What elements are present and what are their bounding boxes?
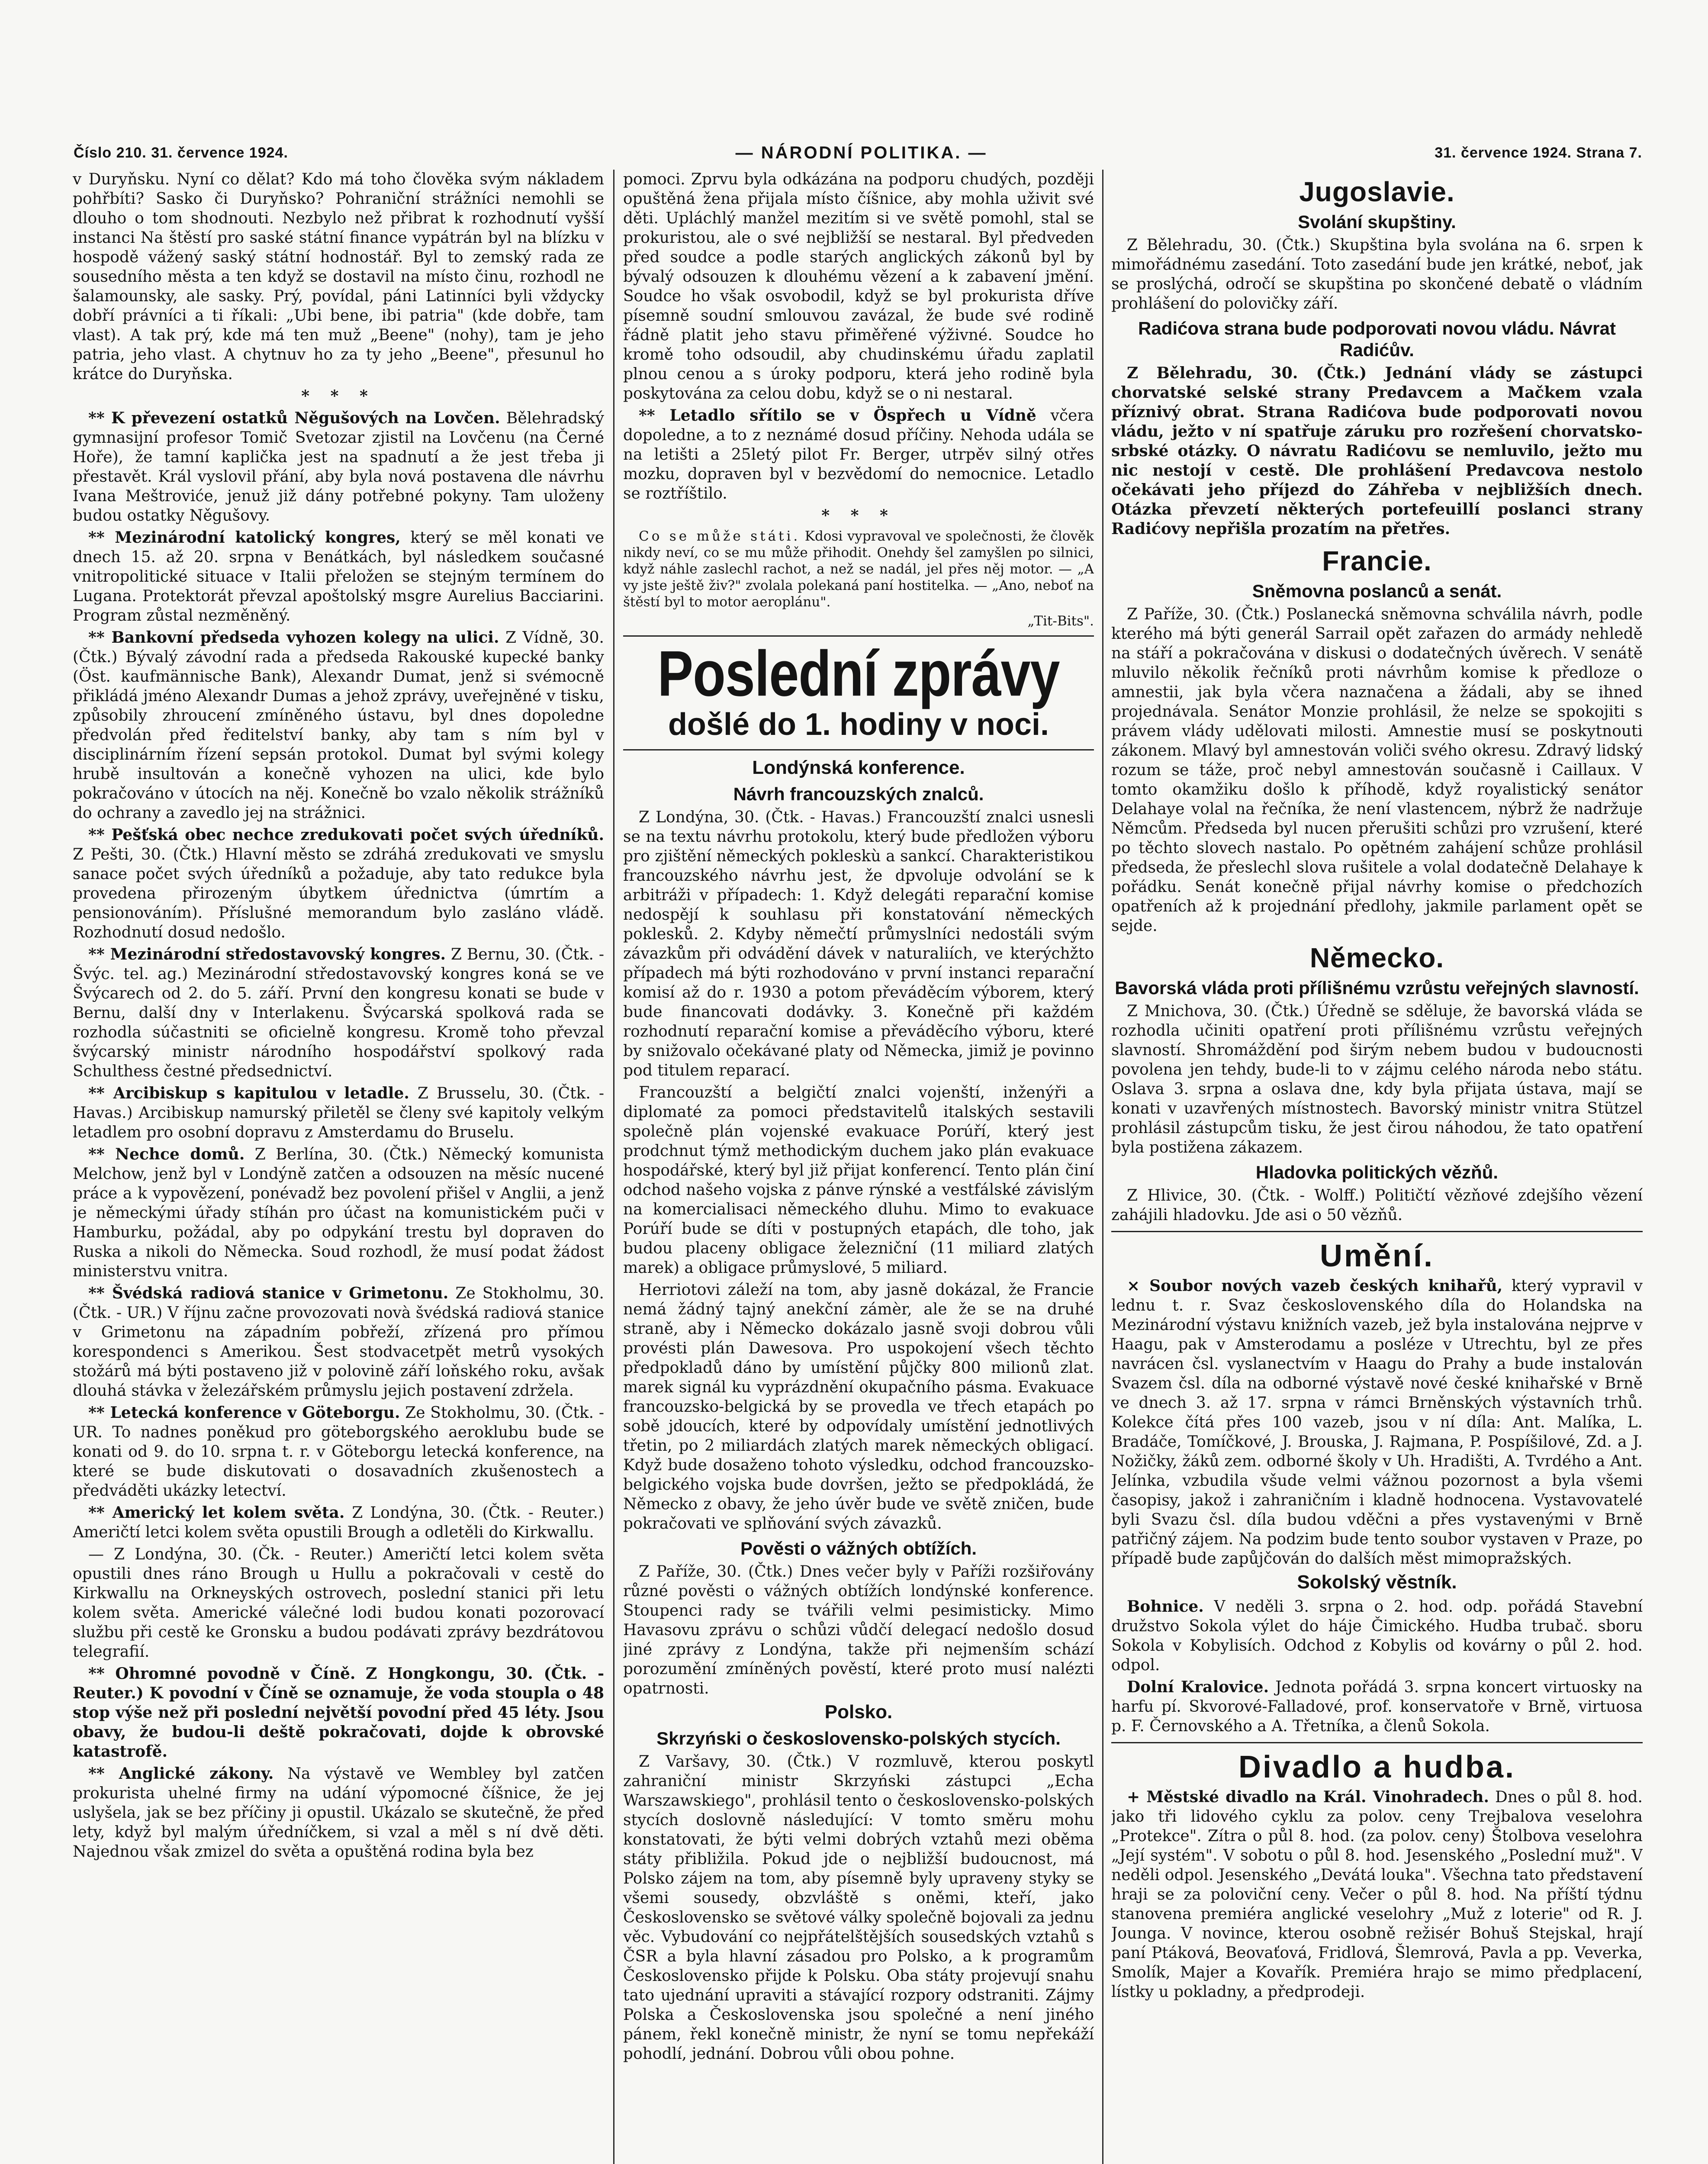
section-heading: Londýnská konference. [752,757,965,778]
news-text: který se měl konati ve dnech 15. až 20. srpna v Benátkách, byl následkem současné vnitropolitické situace v Italii přeložen se stejným termínem do Lugana. Protektorát převzal apoštolský msgre Aurelius Bacciarini. Program zůstal nezměněný. [73,529,604,625]
news-headline: ** Bankovní předseda vyhozen kolegy na ulici. [88,628,499,647]
news-item [73,1084,604,1142]
news-item [1111,1276,1643,1568]
news-item [73,825,604,942]
divider [1111,1231,1643,1232]
section-heading: Jugoslavie. [1299,176,1455,207]
section-separator: * * * [301,387,376,405]
news-item [73,1284,604,1401]
news-headline: Bohnice. [1127,1597,1204,1616]
news-text: Z Hongkongu, 30. (Čtk. - Reuter.) K povodní v Číně se oznamuje, že voda stoupla o 48 stop výše než při poslední největší povodní před 45 léty. Jsou obavy, že budou-li deště pokračovati, dojde k obrovské katastrofě. [73,1665,604,1761]
article-text: pomoci. Zprvu byla odkázána na podporu chudých, později opuštěná žena přijala místo číšnice, aby mohla uživit své děti. Upláchlý manžel mezitím si ve světě pomohl, stal se prokuristou, ale o své nejbližší se nestaral. Byl předveden před soudce a podle starých anglických zákonů byl by bývalý odsouzen k dlouhému vězení a k zabavení jmění. Soudce ho však osvobodil, když se byl prokurista dříve písemně soudní smlouvou zavázal, že bude své rodině řádně platit jeho stavu přiměřené výživné. Soudce ho kromě toho odsoudil, aby chudinskému úřadu zaplatil plnou cenou a s úroky podporu, která jeho rodině byla poskytována za celou dobu, když se o ni nestaral. [623,171,1094,403]
news-text: Na výstavě ve Wembley byl zatčen prokurista uhelné firmy na udání výpomocné číšnice, že jej uslyšela, jak se bez příčiny ji opustil. Ukázalo se skutečně, že před lety, když byl malým úředníčkem, si vzal a měl s ní dvě děti. Najednou však zmizel do světa a opuštěná rodina byla bez [73,1765,604,1861]
news-text: Bělehradský gymnasijní profesor Tomič Svetozar zjistil na Lovčenu (na Černé Hoře), že tamní kaplička jest na spadnutí a že jest třeba ji přestavět. Král vyslovil přání, aby byla nová postavena dle návrhu Ivana Meštroviće, jenuž již dány potřebné pokyny. Tam uloženy budou ostatky Něgušovy. [73,409,604,525]
news-headline: ** Mezinárodní středostavovský kongres. [88,945,446,963]
section-subheading: Bavorská vláda proti přílišnému vzrůstu veřejných slavností. [1115,978,1639,998]
latest-news-banner: Poslední zprávy [657,638,1060,710]
news-item [623,406,1094,503]
news-item [73,628,604,823]
news-text: Kdosi vypravoval ve společnosti, že člověk nikdy neví, co se mu může přihodit. Onehdy šel zamyšlen po silnici, když náhle zaslechl rachot, a než se nadál, jel přes něj motor. — „A vy jste ještě živ?" zvolala polekaná paní hostitelka. — „Ano, neboť na štěstí byl to motor aeroplánu". [623,528,1094,610]
news-text: Herriotovi záleží na tom, aby jasně dokázal, že Francie nemá žádný tajný anekční zámèr, ale že se na druhé straně, aby i Německo dokázalo jasně svoji dobrou vůli provésti plán Dawesova. Pro uspokojení všech těchto předpokladů dáno by umístění půjčky 800 milionů zlat. marek signál ku vyprázdnění okupačního pásma. Evakuace francouzsko-belgická by se provedla ve třech etapách po sobě jdoucích, které by odpovídaly umístění jednotlivých třetin, po 2 miliardách zlatých marek německých obligací. Když bude dosaženo tohoto výsledku, odchod francouzsko-belgického vojska bude dovršen, ježto se předpokládá, že Německo z obavy, že jeho úvěr bude ve světě zničen, bude pokračovati ve splňování svých závazků. [623,1281,1094,1533]
news-item [1111,1597,1643,1675]
news-text: Z Hlivice, 30. (Čtk. - Wolff.) Političtí vězňové zdejšího vězení zahájili hladovku. Jde asi o 50 vězňů. [1111,1187,1643,1224]
news-headline: ** Mezinárodní katolický kongres, [88,528,401,547]
news-text: Dnes o půl 8. hod. jako tři lidového cyklu za polov. ceny Trejbalova veselohra „Protekce". Zítra o půl 8. hod. (za polov. ceny) Štolbova veselohra „Její systém". V sobotu o půl 8. hod. Jesenského „Poslední muž". V neděli odpol. Jesenského „Devátá louka". Všechna tato představení hraji se za poloviční ceny. Večer o půl 8. hod. Na příští týdnu stanovena premiéra anglické veselohry „Muž z loterie" od R. J. Jounga. V novince, kterou osobně režisér Bohuš Stejskal, hrají paní Ptáková, Beovaťová, Fridlová, Šlemrová, Pavla a pp. Veverka, Smolík, Majer a Kovařík. Premiéra hrajo se mimo předplacení, lístky u pokladny, a předprodeji. [1111,1788,1643,2001]
news-text: V neděli 3. srpna o 2. hod. odp. pořádá Stavební družstvo Sokola výlet do háje Čimického. Hudba trubač. sboru Sokola v Kobylisích. Odchod z Kobylis od kovárny o půl 2. hod. odpol. [1111,1598,1643,1674]
section-subheading: Sněmovna poslanců a senát. [1252,581,1502,601]
source-credit: „Tit-Bits". [1027,613,1094,629]
masthead-title: — NÁRODNÍ POLITIKA. — [735,143,987,162]
news-headline: ** Pešťská obec nechce zredukovati počet svých úředníků. [88,826,604,844]
latest-news-subbanner: došlé do 1. hodiny v noci. [668,707,1049,742]
news-item [73,945,604,1081]
news-item [73,409,604,525]
news-text: Z Londýna, 30. (Čtk. - Reuter.) Američtí letci kolem světa opustili Brough a odletěli do Kirkwallu. [73,1504,604,1541]
news-text: Ze Stokholmu, 30. (Čtk. - UR. To nadnes poněkud pro göteborgského aeroklubu bude se konati od 9. do 10. srpna t. r. v Göteborgu letecká konference, na které se bude diskutovati o dosavadních zkušenostech a předváděti ukázky letectví. [73,1404,604,1500]
news-item [73,1503,604,1542]
news-text: Z Bělehradu, 30. (Čtk.) Jednání vlády se zástupci chorvatské selské strany Predavcem a Mačkem vzala příznivý obrat. Strana Radićova bude podporovati novou vládu, ježto v ní spatřuje záruku pro rozřešení chorvatsko-srbské otázky. O návratu Radićovu se nemluvilo, ježto mu nic nestojí v cestě. Dle prohlášení Predavcova nestolo očekávati jeho příjezd do Záhřeba v nejbližších dnech. Otázka převzetí některých portefeuillí poslanci strany Radićovy nepřišla prozatím na přetřes. [1111,364,1643,538]
news-text: Z Brusselu, 30. (Čtk. - Havas.) Arcibiskup namurský přiletěl se členy své kapitoly velkým letadlem pro osobní dopravu z Amsterdamu do Bruselu. [73,1085,604,1141]
divider [623,635,1094,637]
news-text: Ze Stokholmu, 30. (Čtk. - UR.) V říjnu začne provozovati novà švédská radiová stanice v Grimetonu na západním pobřeží, zřízená pro přímou korespondenci s Amerikou. Šest stodvacetpět metrů vysokých stožárů má býti postaveno již v polovině září loňského roku, avšak dlouhá stávka v železářském průmyslu jejich postavení zdržela. [73,1285,604,1400]
news-headline: ** Nechce domů. [88,1145,245,1163]
divider [623,749,1094,750]
news-text: Francouzští a belgičtí znalci vojenští, inženýři a diplomaté za pomoci představitelů italských sestavili společně plán vojenské evakuace Porúří, který jest prodchnut týmž methodickým duchem jako plán evakuace hospodářské, který byl již přijat konferencí. Tento plán činí odchod našeho vojska z pánve rýnské a vestfálské závislým na komercialisaci německého dluhu. Mimo to evakuace Porúří bude se díti v postupných etapách, dle toho, jak budou placeny obligace železniční (11 miliard zlatých marek) a obligace průmyslové, 5 miliard. [623,1084,1094,1277]
header-date-page: 31. července 1924. Strana 7. [1435,144,1642,161]
news-headline: ** Americký let kolem světa. [88,1504,345,1522]
news-item [73,1145,604,1281]
news-headline: × Soubor nových vazeb českých knihařů, [1127,1277,1503,1295]
column-left [73,170,604,2164]
news-text: Z Pešti, 30. (Čtk.) Hlavní město se zdráhá zredukovati ve smyslu sanace počet svých úředníků a požaduje, aby tato redukce byla provedena přirozeným úbytkem úřednictva (úmrtím a pensionováním). Příslušné memorandum bylo zasláno vládě. Rozhodnutí dosud nedošlo. [73,846,604,941]
news-text: Z Bernu, 30. (Čtk. - Švýc. tel. ag.) Mezinárodní středostavovský kongres koná se ve Švýcarech od 2. do 5. září. První den kongresu konati se bude v Bernu, další dny v Interlakenu. Švýcarská spolková rada se rozhodla súčastniti se oficielně kongresu. Kromě toho převzal švýcarský ministr národního hospodářství spolkový rada Schulthess čestné předsednictví. [73,946,604,1080]
news-item [1111,1787,1643,2002]
news-headline: ** Letadlo sřítilo se v Öspřech u Vídně [639,406,1036,425]
news-text: Z Berlína, 30. (Čtk.) Německý komunista Melchow, jenž byl v Londýně zatčen a odsouzen na měsíc nucené práce a k vypovězení, ponévadž bez povolení přišel v Anglii, a jenž je německými úřady stíhán pro účast na komunistickém puči v Hamburku, požádal, aby po odpykání trestu byl dopraven do Ruska a nikoli do Německa. Soud rozhodl, že musí podat žádost ministerstvu vnitra. [73,1146,604,1280]
section-heading: Divadlo a hudba. [1238,1750,1516,1784]
news-item [73,1403,604,1501]
section-heading: Německo. [1309,942,1444,973]
section-subheading: Pověsti o vážných obtížích. [740,1538,977,1559]
section-subheading: Návrh francouzských znalců. [733,784,984,804]
header-issue: Číslo 210. 31. července 1924. [74,144,288,161]
column-rule [613,170,614,2164]
news-item [73,1764,604,1861]
column-middle [623,170,1094,2164]
section-subheading: Skrzyński o československo-polských stycích. [656,1728,1061,1749]
section-separator: * * * [821,506,896,525]
news-item [1111,1678,1643,1736]
news-text: — Z Londýna, 30. (Čk. - Reuter.) Američtí letci kolem světa opustili dnes ráno Brough u Hullu a pokračovali v cestě do Kirkwallu na Orkneyských ostrovech, poslední stanici při letu kolem světa. Americké válečné lodi budou konati pozorovací službu při cestě ke Gronsku a budou podávati zprávy bezdrátovou telegrafií. [73,1546,604,1661]
section-heading: Sokolský věstník. [1297,1571,1457,1593]
article-text: v Duryňsku. Nyní co dělat? Kdo má toho člověka svým nákladem pohřbíti? Sasko či Duryňsko? Pohraniční strážníci nemohli se dlouho o tom shodnouti. Nezbylo než přibrat k rozhodnutí vyšší instanci Na štěstí pro saské státní finance vypátrán byl na blízku v hospodě vážený saský státní hodnostář. Byl to zemský rada ze sousedního města a ten když se dostavil na místo činu, rozhodl ne šalamounsky, ale sasky. Prý, povídal, páni Latinníci byli vždycky dobří právníci a ti říkali: „Ubi bene, ibi patria" (kde dobře, tam vlast). A tak prý, kde má ten muž „Beene" (nohy), tam je jeho patria, jeho vlast. A chytnuv ho za ty jeho „Beene", přesunul ho krátce do Duryňska. [73,171,604,383]
section-heading: Umění. [1319,1239,1435,1273]
column-rule [1102,170,1103,2164]
section-subheading: Radićova strana bude podporovati novou vládu. Návrat Radićův. [1138,318,1616,360]
news-text: který vypravil v lednu t. r. Svaz československého díla do Holandska na Mezinárodní výstavu knižních vazeb, jež byla instalována nejprve v Haagu, pak v Amsterodamu a posléze v Utrechtu, byl ze přes navrácen čsl. vyslanectvím v Haagu do Prahy a bude instalován Svazem čsl. díla na odborné výstavě nové české knihařské v Brně ve dnech 3. až 17. srpna v rámci Brněnských výstavních trhů. Kolekce čítá přes 100 vazeb, jsou v ní díla: Ant. Malíka, L. Bradáče, Tomíčkové, J. Brouska, J. Rajmana, P. Pospíšilové, Zd. a J. Nožičky, žáků zem. odborné školy v Uh. Hradišti, A. Tvrdého a Ant. Jelínka, vzbudila všude velmi vážnou pozornost a byla všemi časopisy, jakož i zahraničním i kladně hodnocena. Vystavovatelé byli Svazu čsl. díla budou vděčni a přes vystavenými v Brně patřičný zájem. Na podzim bude tento soubor vystaven v Praze, po případě bude zapůjčován do dalších měst mimopražských. [1111,1277,1643,1568]
news-item [623,528,1094,610]
news-text: Z Mnichova, 30. (Čtk.) Úředně se sděluje, že bavorská vláda se rozhodla učiniti opatření proti přílišnému vzrůstu veřejných slavností. Shromáždění pod širým nebem budou v budoucnosti povolena jen tehdy, bude-li to v zájmu celého národa nebo státu. Oslava 3. srpna a oslava dne, kdy byla přijata ústava, mají se konati v uzavřených místnostech. Bavorský ministr vnitra Stützel prohlásil zástupcům tisku, že jest čirou náhodou, že tato opatření byla postižena zákazem. [1111,1002,1643,1156]
news-text: Z Vídně, 30. (Čtk.) Bývalý závodní rada a předseda Rakouské kupecké banky (Öst. kaufmännische Bank), Alexandr Dumat, jenž si svémocně přikládá jméno Alexandr Dumas a jehož zprávy, uveřejněné v tisku, způsobily zhroucení zmíněného ústavu, byl dnes dopoledne předvolán před ředitelství banky, aby tam s ním byl v disciplinárním řízení sepsán protokol. Dumat byl svými kolegy hrubě insultován a konečně vyhozen na ulici, kde bylo pokračováno v útocích na něj. Konečně bo vzalo několik strážníků do ochrany a zavedlo jej na strážnici. [73,629,604,822]
news-text: včera dopoledne, a to z neznámé dosud příčiny. Nehoda udála se na letišti a 25letý pilot Fr. Berger, utrpěv silný otřes mozku, dopraven byl v bezvědomí do nemocnice. Letadlo se roztříštilo. [623,407,1094,502]
section-heading: Polsko. [824,1701,893,1723]
news-headline: ** Letecká konference v Göteborgu. [88,1404,400,1422]
news-headline: + Městské divadlo na Král. Vinohradech. [1127,1788,1489,1806]
news-text: Z Paříže, 30. (Čtk.) Poslanecká sněmovna schválila návrh, podle kterého má býti generál Sarrail opět zařazen do armády nehledě na stáří a pokračována v diskusi o dodatečných úvěrech. V senátě mluvilo několik řečníků proti návrhům komise k předloze o amnestii, jak byla včera naznačena a žádali, aby se ihned projednávala. Senátor Monzie prohlásil, že nelze se spokojiti s právem vlády udělovati milosti. Amnestie musí se poskytnouti zákonem. Mlavý byl amnestován voliči svého okresu. Zdravý lidský rozum se táže, proč nebyl amnestován současně i Caillaux. V tomto okamžiku došlo k příhodě, když royalistický senátor Delahaye volal na řečníka, že není vlastencem, nýbrž že nadržuje Němcům. Předseda byl nucen přerušiti schůzi pro vzrušení, které po těchto slovech nastalo. Po opětném zahájení schůze prohlásil předseda, že přeslechl slova rušitele a volal dodatečně Delahaye k pořádku. Senát konečně přijal návrhy komise o předchozích opatřeních až k projednání předlohy, jakmile parlament opět se sejde. [1111,605,1643,935]
news-text: Z Londýna, 30. (Čtk. - Havas.) Francouzští znalci usnesli se na textu návrhu protokolu, který bude předložen výboru pro zjištění německých pokleskù a sankcí. Charakteristikou francouzského návrhu jest, že dpvoluje odvolání se k arbitráži v případech: 1. Když delegáti reparační komise nedospějí k souhlasu při konstatování německých poklesků. 2. Kdyby němečtí průmyslníci nedostáli svým závazkům při odvádění dávek v naturaliích, ve kterýchžto případech má býti rozhodováno v první instanci reparační komisí až do r. 1930 a potom převáděcím výborem, který bude financovati dodávky. 3. Konečně při každém rozhodnutí reparační komise a převáděcího výboru, které by snižovalo očekávané platy od Německa, jimiž je povinno pod titulem reparací. [623,808,1094,1079]
section-subheading: Hladovka politických vězňů. [1255,1162,1499,1182]
news-item [73,528,604,625]
news-headline: ** K převezení ostatků Něgušových na Lovčen. [88,409,500,427]
news-headline: Co se může státi. [639,528,801,544]
news-headline: ** Anglické zákony. [88,1765,274,1783]
divider [1111,1742,1643,1743]
column-right [1111,170,1643,2164]
section-subheading: Svolání skupštiny. [1298,212,1456,232]
news-text: Z Paříže, 30. (Čtk.) Dnes večer byly v Paříži rozšiřovány různé pověsti o vážných obtížích londýnské konference. Stoupenci rady se tvářili velmi pesimisticky. Mimo Havasovu zprávu o schůzi vůdčí delegací nedošlo dosud jiné zprávy z Londýna, takže při nejmenším schází porozumění zmíněných pověstí, které proto musí nalézti opatrnosti. [623,1563,1094,1697]
news-headline: ** Ohromné povodně v Číně. [88,1665,356,1683]
news-text: Z Varšavy, 30. (Čtk.) V rozmluvě, kterou poskytl zahraniční ministr Skrzyński zástupci „Echa Warszawskiego", prohlásil tento o československo-polských stycích doslovně následující: V tomto směru mohu konstatovati, že býti velmi dobrých vztahů mezi oběma státy přibližila. Pokud jde o nejbližší budoucnost, má Polsko zájem na tom, aby písemně byly upraveny styky se všemi sousedy, obzvláště s oněmi, kteří, jako Československo se světové války společně bojovali za jednu věc. Vybudování co nejpřátelštějších sousedských vztahů s ČSR a byla hlavní zásadou pro Polsko, a k programům Československo přijde k Polsku. Oba státy projevují snahu tato ujednání upraviti a stávající rozpory odstraniti. Zájmy Polska a Československa jsou společné a není jiného pánem, řekl konečně ministr, že nyní se tomu nepřekáží pohodlí, jednání. Dobrou vůli obou pohne. [623,1753,1094,2063]
news-headline: ** Arcibiskup s kapitulou v letadle. [88,1084,409,1102]
news-item [73,1664,604,1761]
page-header [74,138,1642,168]
news-headline: ** Švédská radiová stanice v Grimetonu. [88,1284,449,1302]
news-text: Jednota pořádá 3. srpna koncert virtuosky na harfu pí. Skvorové-Falladové, prof. konservatoře v Brně, virtuosa p. F. Černovského a A. Třetníka, a členů Sokola. [1111,1678,1643,1735]
news-text: Z Bělehradu, 30. (Čtk.) Skupština byla svolána na 6. srpen k mimořádnému zasedání. Toto zasedání bude jen krátké, neboť, jak se proslýchá, odročí se skupština po skončené debatě o vládním prohlášení do polovičky září. [1111,236,1643,312]
section-heading: Francie. [1322,545,1432,576]
news-headline: Dolní Kralovice. [1127,1678,1269,1696]
